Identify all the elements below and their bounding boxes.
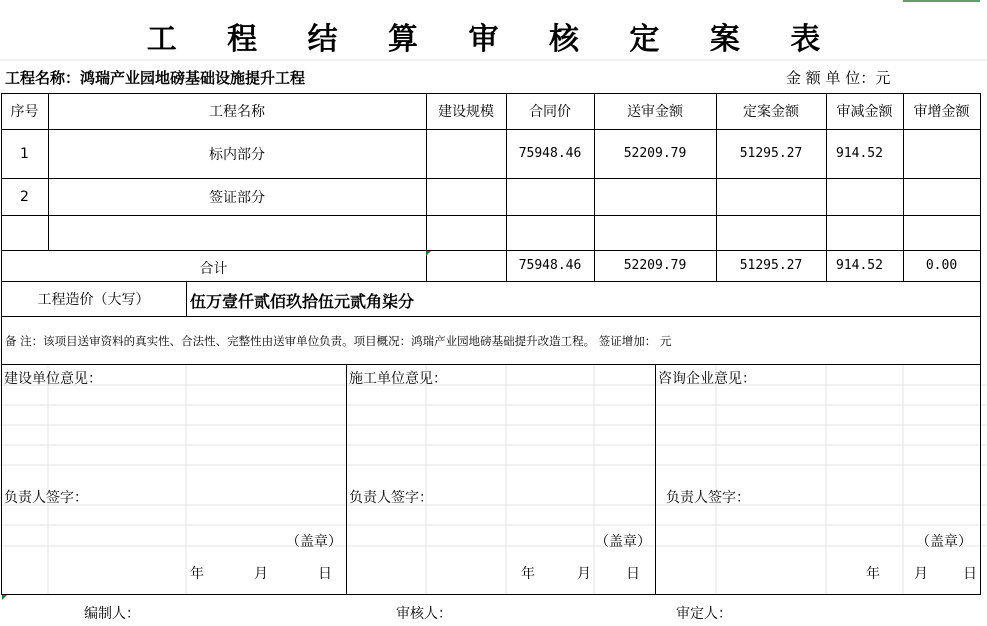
total-label: 合计: [199, 260, 228, 277]
amount-unit: [786, 67, 890, 88]
row-submitted: [594, 178, 716, 215]
row-no: 2: [20, 188, 29, 205]
row-approved: [716, 178, 826, 215]
date-year: 年: [521, 566, 535, 582]
total-increased: 0.00: [925, 258, 958, 273]
total-submitted: 52209.79: [623, 258, 687, 273]
project-name: 鸿瑞产业园地磅基础设施提升工程: [80, 69, 306, 87]
row-name: 标内部分: [209, 146, 265, 163]
row-scale: [426, 178, 506, 215]
approver-label: 审定人：: [676, 606, 732, 622]
row-scale: [426, 129, 506, 178]
date-year: 年: [190, 566, 204, 582]
date-month: 月: [254, 566, 268, 582]
compiler-label: 编制人：: [84, 606, 140, 622]
row-no: 1: [20, 145, 29, 162]
row-contract: [506, 178, 594, 215]
total-reduced: 914.52: [836, 258, 883, 273]
project-name-label: 工程名称：: [5, 69, 81, 87]
date-year: 年: [866, 566, 880, 582]
seal-label: （盖章）: [595, 534, 651, 550]
row-approved: 51295.27: [739, 146, 803, 161]
remark: 备 注：该项目送审资料的真实性、合法性、完整性由送审单位负责。项目概况：鸿瑞产业园地磅基础提升改造工程。 签证增加： 元: [5, 334, 672, 348]
row-reduced: [826, 178, 903, 215]
total-approved: 51295.27: [739, 258, 803, 273]
opinion-title: 建设单位意见：: [4, 371, 102, 387]
signature-label: 负责人签字：: [4, 490, 88, 506]
col-header-approved: 定案金额: [743, 104, 799, 120]
date-month: 月: [577, 566, 591, 582]
total-contract: 75948.46: [518, 258, 582, 273]
project-name-row: [5, 67, 305, 88]
row-increased: [903, 129, 980, 178]
date-month: 月: [914, 566, 928, 582]
date-day: 日: [626, 566, 640, 582]
col-header-scale: 建设规模: [438, 104, 494, 120]
capital-value: 伍万壹仟贰佰玖拾伍元贰角柒分: [190, 292, 415, 311]
amount-unit-value: 元: [875, 69, 891, 87]
seal-label: （盖章）: [916, 534, 972, 550]
cell-marker-icon: [2, 595, 7, 600]
signature-label: 负责人签字：: [349, 490, 433, 506]
col-header-increased: 审增金额: [913, 104, 970, 120]
row-reduced: 914.52: [836, 146, 883, 161]
row-name: 签证部分: [209, 189, 265, 206]
opinion-title: 咨询企业意见：: [658, 371, 756, 387]
amount-unit-label: 金 额 单 位：: [786, 69, 876, 87]
page-title: 工 程 结 算 审 核 定 案 表: [146, 22, 841, 57]
row-increased: [903, 178, 980, 215]
col-header-no: 序号: [10, 104, 39, 120]
date-day: 日: [963, 566, 977, 582]
reviewer-label: 审核人：: [396, 606, 452, 622]
opinion-title: 施工单位意见：: [349, 371, 447, 387]
capital-label: 工程造价（大写）: [37, 291, 150, 308]
row-submitted: 52209.79: [623, 146, 687, 161]
date-day: 日: [318, 566, 332, 582]
col-header-submitted: 送审金额: [627, 104, 683, 120]
signature-label: 负责人签字：: [666, 490, 750, 506]
cell-marker-icon: [426, 251, 431, 256]
col-header-reduced: 审减金额: [836, 104, 893, 120]
col-header-contract: 合同价: [529, 104, 571, 120]
row-contract: 75948.46: [518, 146, 582, 161]
seal-label: （盖章）: [286, 534, 342, 550]
col-header-name: 工程名称: [209, 104, 265, 120]
